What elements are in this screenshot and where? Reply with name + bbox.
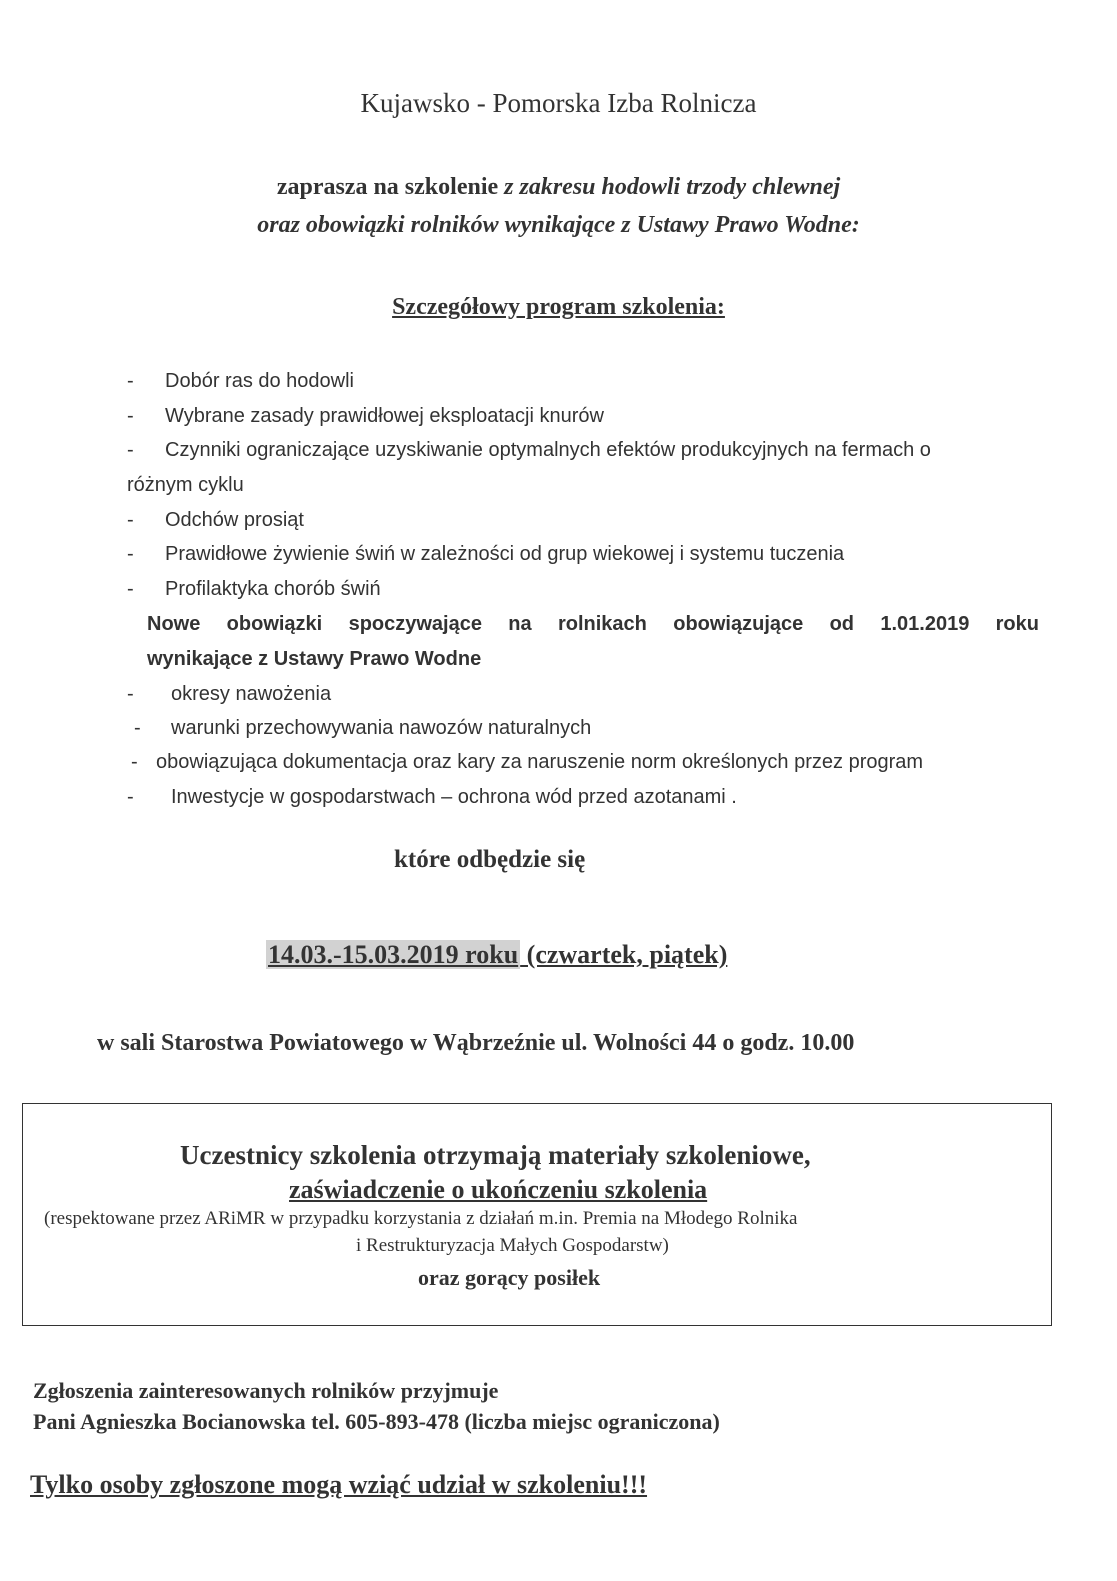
list-item: Dobór ras do hodowli (165, 370, 354, 392)
list-bullet: - (127, 683, 134, 705)
registration-notice: Tylko osoby zgłoszone mogą wziąć udział w szkoleniu!!! (30, 1470, 648, 1499)
list-bullet: - (127, 439, 134, 461)
benefits-note-line-1: (respektowane przez ARiMR w przypadku korzystania z działań m.in. Premia na Młodego Rolnika (44, 1208, 798, 1229)
list-item-continuation: różnym cyklu (127, 474, 244, 496)
water-law-heading-line-2: wynikające z Ustawy Prawo Wodne (147, 648, 482, 670)
event-intro: które odbędzie się (394, 846, 586, 873)
benefits-line-1: Uczestnicy szkolenia otrzymają materiały szkoleniowe, (180, 1140, 811, 1170)
intro-italic-text-2: oraz obowiązki rolników wynikające z Ustawy Prawo Wodne: (257, 212, 860, 238)
list-bullet: - (127, 786, 134, 808)
benefits-certificate: zaświadczenie o ukończeniu szkolenia (289, 1175, 708, 1204)
event-date (266, 940, 727, 970)
list-item: warunki przechowywania nawozów naturalnych (171, 717, 592, 739)
list-bullet: - (127, 509, 134, 531)
list-item: Wybrane zasady prawidłowej eksploatacji knurów (165, 405, 604, 427)
benefits-note-line-2: i Restrukturyzacja Małych Gospodarstw) (356, 1235, 669, 1256)
event-days: (czwartek, piątek) (520, 940, 728, 969)
program-title: Szczegółowy program szkolenia: (392, 294, 725, 320)
water-law-heading-line-1: Nowe obowiązki spoczywające na rolnikach obowiązujące od 1.01.2019 roku (147, 613, 1039, 635)
event-date-highlighted: 14.03.-15.03.2019 roku (268, 940, 519, 969)
list-bullet: - (127, 578, 134, 600)
intro-plain-text: zaprasza na szkolenie (276, 174, 505, 200)
list-item: okresy nawożenia (171, 683, 332, 705)
contact-line-1: Zgłoszenia zainteresowanych rolników przyjmuje (33, 1378, 499, 1403)
intro-line-1 (0, 174, 1117, 201)
list-item: Inwestycje w gospodarstwach – ochrona wód przed azotanami . (171, 786, 737, 808)
list-bullet: - (127, 543, 134, 565)
benefits-meal: oraz gorący posiłek (418, 1265, 601, 1290)
list-item: Czynniki ograniczające uzyskiwanie optymalnych efektów produkcyjnych na fermach o (165, 439, 931, 461)
intro-italic-text: z zakresu hodowli trzody chlewnej (504, 174, 841, 200)
contact-line-2: Pani Agnieszka Bocianowska tel. 605-893-478 (liczba miejsc ograniczona) (33, 1409, 720, 1434)
list-item: Prawidłowe żywienie świń w zależności od grup wiekowej i systemu tuczenia (165, 543, 845, 565)
intro-line-2 (0, 212, 1117, 239)
list-bullet: - (127, 405, 134, 427)
list-item: Odchów prosiąt (165, 509, 304, 531)
organization-title: Kujawsko - Pomorska Izba Rolnicza (360, 88, 757, 118)
event-venue: w sali Starostwa Powiatowego w Wąbrzeźnie ul. Wolności 44 o godz. 10.00 (97, 1030, 855, 1056)
list-bullet: - (134, 717, 141, 739)
list-bullet: - (127, 370, 134, 392)
list-item: Profilaktyka chorób świń (165, 578, 381, 600)
list-item: obowiązująca dokumentacja oraz kary za naruszenie norm określonych przez program (156, 751, 924, 773)
list-bullet: - (131, 751, 138, 773)
